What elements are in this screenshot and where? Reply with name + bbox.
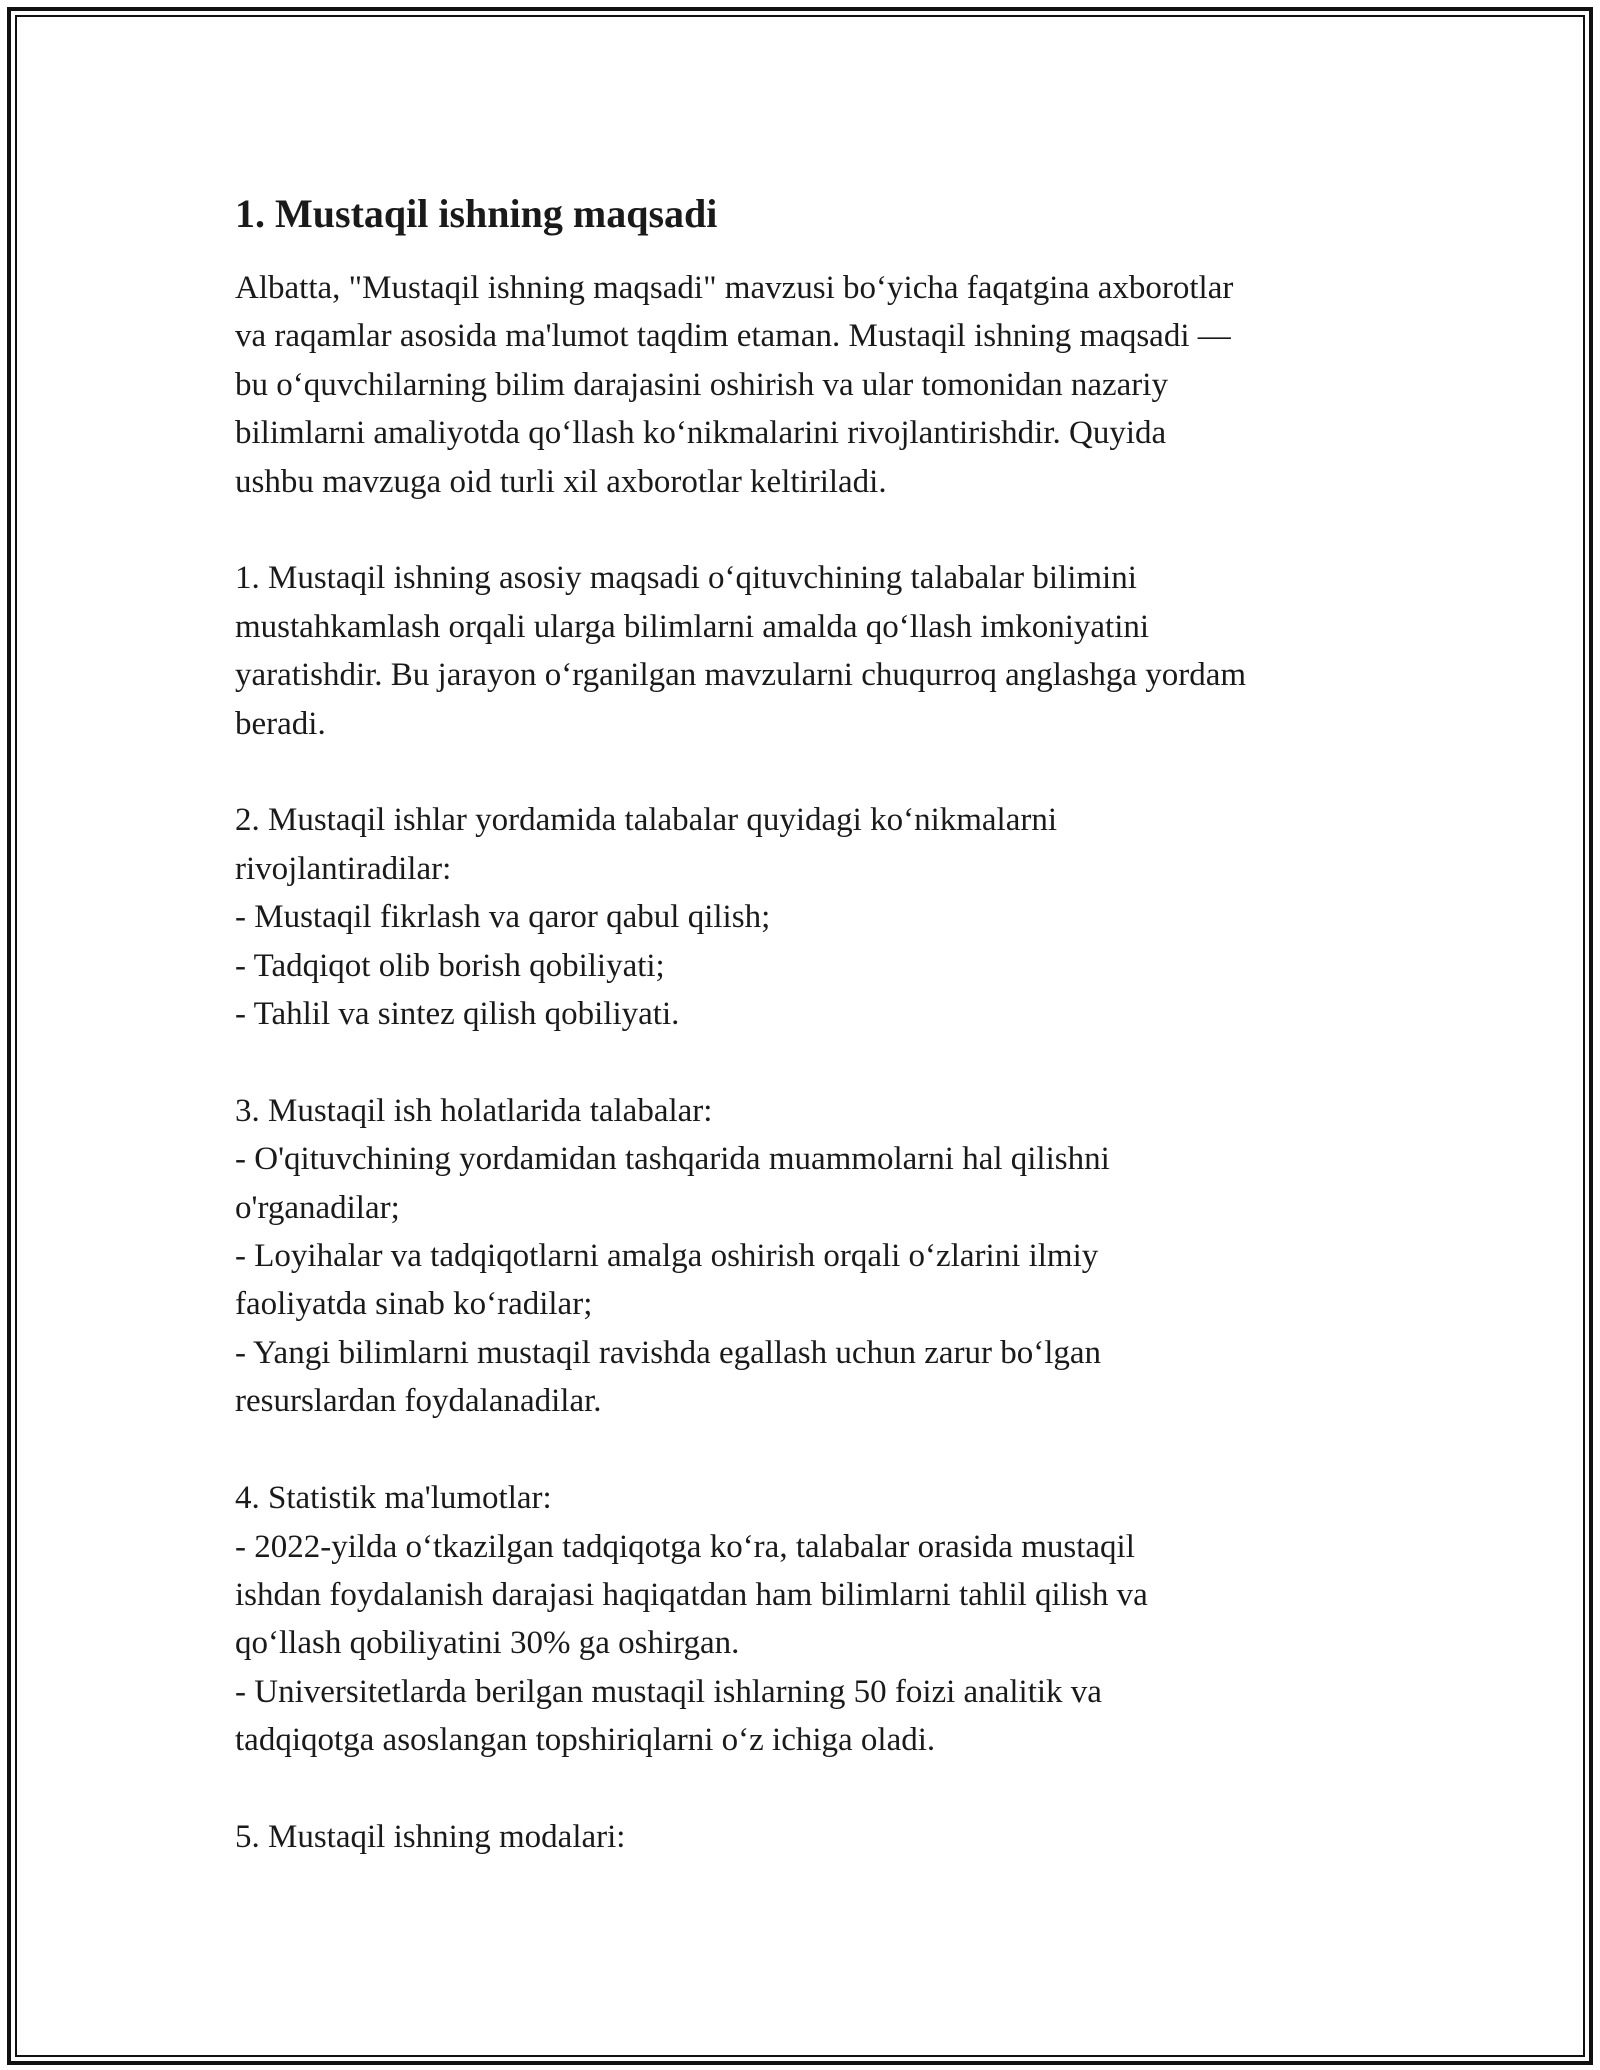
section-5-paragraph: 5. Mustaqil ishning modalari: xyxy=(235,1818,626,1855)
document-title: 1. Mustaqil ishning maqsadi xyxy=(235,191,718,236)
section-4-paragraph: 4. Statistik ma'lumotlar: - 2022-yilda o‘tkazilgan tadqiqotga ko‘ra, talabalar orasida mustaqil ishdan foydalanish darajasi haqiqatdan ham bilimlarni tahlil qilish va qo‘llash qobiliyatini 30% ga oshirgan. - Universitetlarda berilgan mustaqil ishlarning 50 foizi analitik va tadqiqotga asoslangan topshiriqlarni o‘z ichiga oladi. xyxy=(235,1480,1148,1759)
intro-paragraph: Albatta, "Mustaqil ishning maqsadi" mavzusi bo‘yicha faqatgina axborotlar va raqamlar asosida ma'lumot taqdim etaman. Mustaqil ishning maqsadi — bu o‘quvchilarning bilim darajasini oshirish va ular tomonidan nazariy bilimlarni amaliyotda qo‘llash ko‘nikmalarini rivojlantirishdir. Quyida ushbu mavzuga oid turli xil axborotlar keltiriladi. xyxy=(235,270,1234,500)
section-2-paragraph: 2. Mustaqil ishlar yordamida talabalar quyidagi ko‘nikmalarni rivojlantiradilar: - Mustaqil fikrlash va qaror qabul qilish; - Tadqiqot olib borish qobiliyati; - Tahlil va sintez qilish qobiliyati. xyxy=(235,802,1058,1033)
document-body xyxy=(235,188,1375,1861)
section-1-paragraph: 1. Mustaqil ishning asosiy maqsadi o‘qituvchining talabalar bilimini mustahkamlash orqali ularga bilimlarni amalda qo‘llash imkoniyatini yaratishdir. Bu jarayon o‘rganilgan mavzularni chuqurroq anglashga yordam beradi. xyxy=(235,560,1247,742)
section-3-paragraph: 3. Mustaqil ish holatlarida talabalar: - O'qituvchining yordamidan tashqarida muammolarni hal qilishni o'rganadilar; - Loyihalar va tadqiqotlarni amalga oshirish orqali o‘zlarini ilmiy faoliyatda sinab ko‘radilar; - Yangi bilimlarni mustaqil ravishda egallash uchun zarur bo‘lgan resurslardan foydalanadilar. xyxy=(235,1092,1110,1420)
